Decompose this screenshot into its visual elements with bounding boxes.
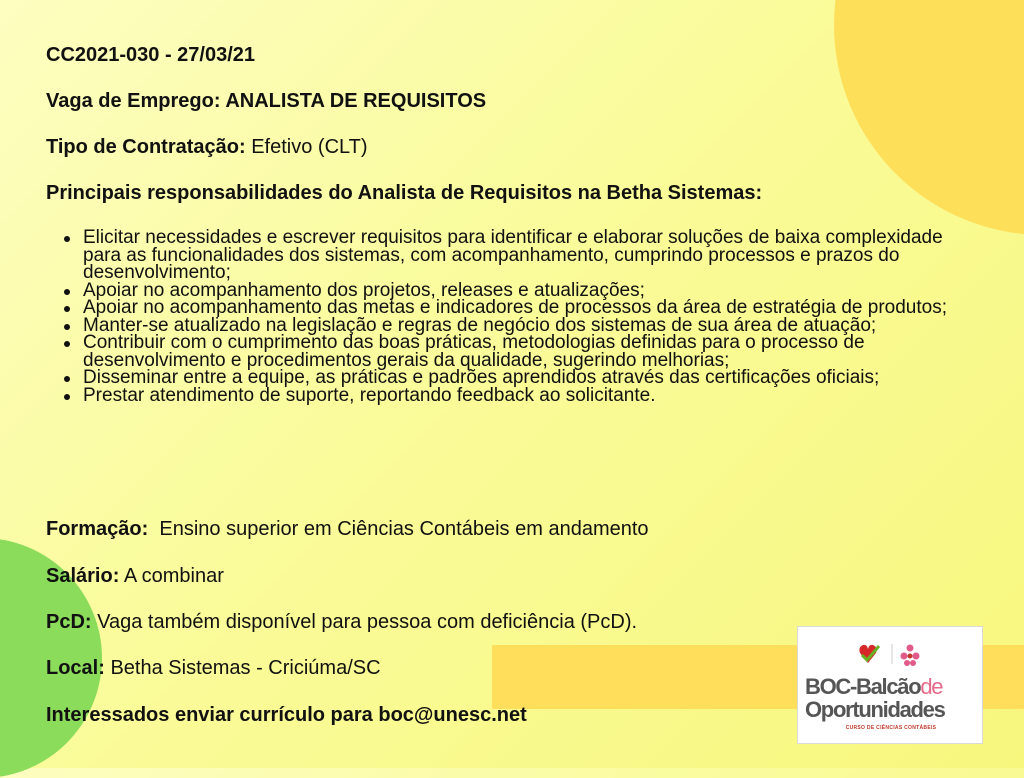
boc-logo — [797, 626, 983, 744]
list-item: Manter-se atualizado na legislação e regras de negócio dos sistemas de sua área de atuação; — [83, 317, 983, 335]
education-value: Ensino superior em Ciências Contábeis em andamento — [159, 518, 649, 540]
posting-code-date: CC2021-030 - 27/03/21 — [46, 44, 256, 66]
list-item: Disseminar entre a equipe, as práticas e padrões aprendidos através das certificações oficiais; — [83, 369, 983, 387]
contract-value: Efetivo (CLT) — [251, 136, 368, 158]
pcd-line — [46, 610, 637, 634]
list-item: Apoiar no acompanhamento dos projetos, releases e atualizações; — [83, 282, 983, 300]
list-item: Apoiar no acompanhamento das metas e indicadores de processos da área de estratégia de produtos; — [83, 299, 983, 317]
location-value: Betha Sistemas - Criciúma/SC — [110, 657, 381, 679]
location-label: Local: — [46, 657, 105, 679]
vacancy-title: ANALISTA DE REQUISITOS — [225, 90, 487, 112]
logo-icons — [858, 641, 928, 667]
logo-line-2: Oportunidades — [805, 697, 945, 722]
vacancy-label: Vaga de Emprego: — [46, 90, 221, 112]
contract-label: Tipo de Contratação: — [46, 136, 246, 158]
decorative-circle-top-right — [834, 0, 1024, 235]
list-item: Elicitar necessidades e escrever requisitos para identificar e elaborar soluções de baixa complexidade para as funcionalidades dos sistemas, com acompanhamento, cumprindo processos e prazos do desenvolvimento; — [83, 229, 983, 282]
education-line — [46, 517, 649, 541]
contract-line — [46, 135, 368, 159]
heart-check-icon — [859, 645, 879, 663]
logo-course: CURSO DE CIÊNCIAS CONTÁBEIS — [845, 725, 937, 731]
list-item: Contribuir com o cumprimento das boas práticas, metodologias definidas para o processo de desenvolvimento e procedimentos gerais da qualidade, sugerindo melhorias; — [83, 334, 983, 369]
flower-emblem-icon — [901, 645, 920, 667]
pcd-value: Vaga também disponível para pessoa com deficiência (PcD). — [97, 611, 638, 633]
contact-line: Interessados enviar currículo para boc@unesc.net — [46, 704, 527, 726]
location-line — [46, 656, 381, 680]
responsibilities-list — [46, 229, 983, 404]
salary-line — [46, 564, 224, 588]
logo-line-1: BOC-Balcãode — [805, 674, 943, 699]
vacancy-line — [46, 89, 486, 113]
pcd-label: PcD: — [46, 611, 92, 633]
responsibilities-heading: Principais responsabilidades do Analista de Requisitos na Betha Sistemas: — [46, 182, 763, 204]
salary-value: A combinar — [123, 565, 224, 587]
list-item: Prestar atendimento de suporte, reportando feedback ao solicitante. — [83, 387, 983, 405]
salary-label: Salário: — [46, 565, 120, 587]
education-label: Formação: — [46, 518, 149, 540]
